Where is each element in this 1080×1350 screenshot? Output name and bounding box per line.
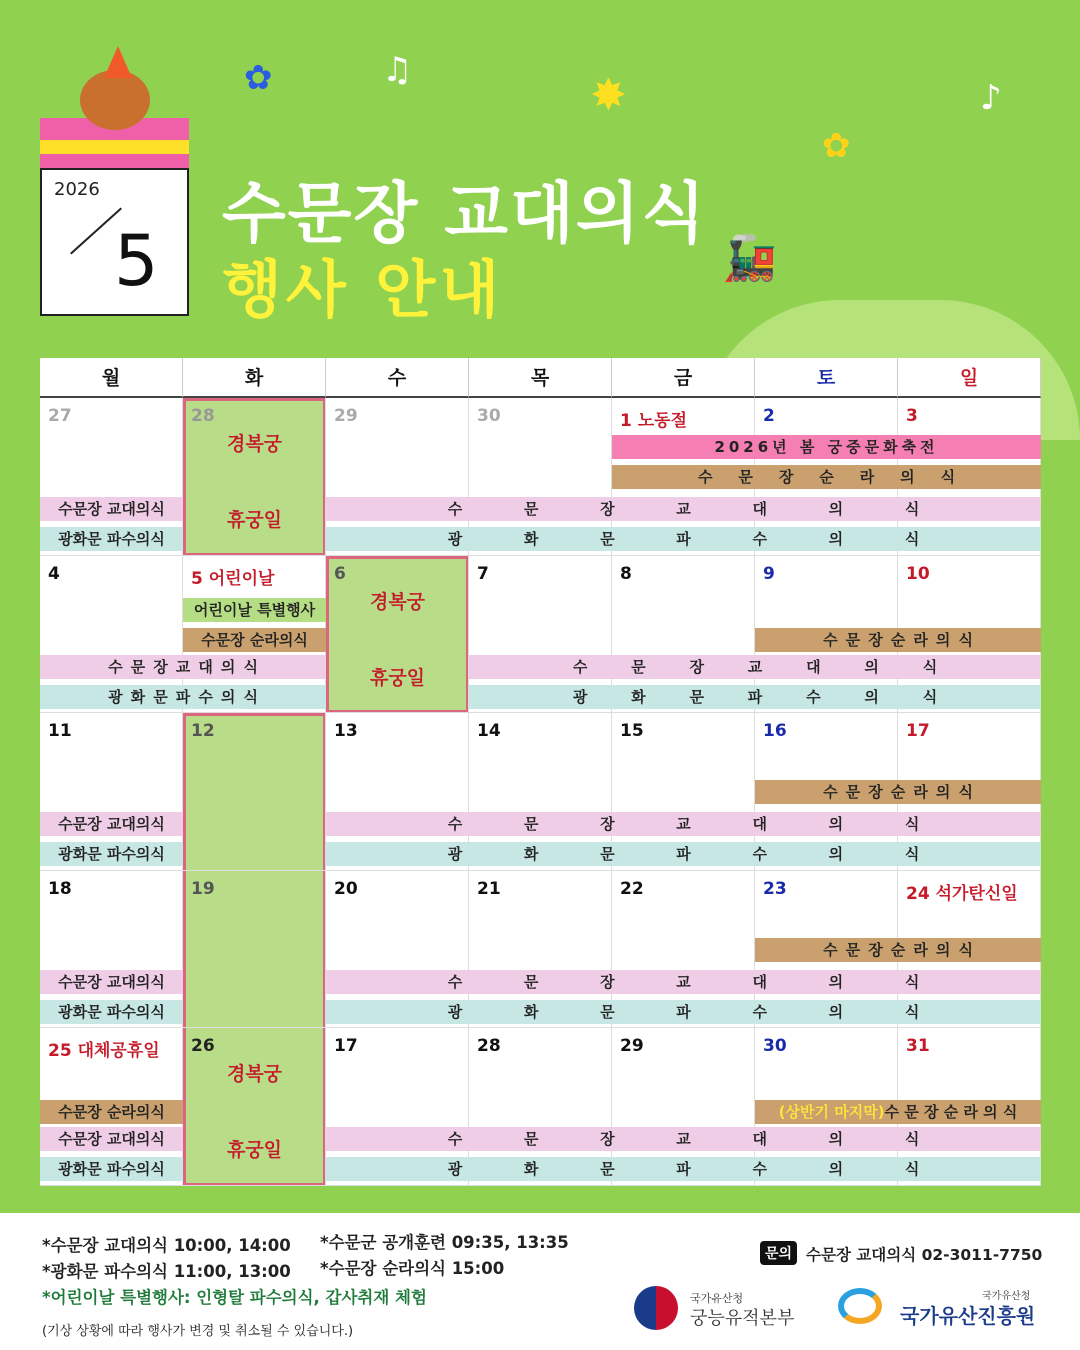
event-bar-cyan: 광화문 파수의식: [40, 842, 183, 866]
event-char: 문: [738, 468, 753, 486]
day-number: 1 노동절: [620, 411, 688, 431]
special-event-note: *어린이날 특별행사: 인형탈 파수의식, 갑사취재 체험: [42, 1288, 427, 1307]
day-number: 17: [906, 721, 930, 741]
event-char: 의: [935, 783, 951, 801]
event-char: 문: [153, 687, 168, 706]
event-char: 식: [243, 687, 258, 706]
day-number: 11: [48, 721, 72, 741]
event-char: 의: [864, 657, 879, 676]
day-number: 16: [763, 721, 787, 741]
day-number: 20: [334, 878, 358, 899]
flower-icon: ✿: [822, 126, 851, 166]
logo1: 궁능유적본부: [690, 1308, 795, 1329]
closure-place: 경복궁: [226, 1063, 283, 1085]
day-number: 18: [48, 878, 72, 899]
event-char: 수: [823, 630, 838, 649]
event-char: 파: [676, 1160, 691, 1178]
event-char: 수: [447, 815, 463, 833]
event-char: 식: [904, 1130, 920, 1148]
event-char: 라: [913, 630, 928, 649]
logo2-small: 국가유산청: [982, 1291, 1031, 1302]
event-char: 장: [868, 940, 883, 959]
event-char: 수: [752, 1160, 767, 1178]
event-bar-pink: 수문장 교대의식: [40, 497, 183, 521]
event-char: 대: [806, 657, 821, 676]
day-number: 3: [906, 406, 918, 426]
day-number: 8: [620, 563, 632, 584]
day-number: 2: [763, 406, 775, 426]
event-char: 화: [523, 1160, 539, 1178]
inquiry-badge: 문의: [760, 1241, 797, 1265]
event-char: 문: [631, 657, 646, 676]
closure-status: 휴궁일: [226, 1139, 283, 1161]
event-char: 문: [845, 630, 861, 649]
event-bar-tan: [755, 938, 1041, 962]
schedule-training: *수문군 공개훈련 09:35, 13:35: [320, 1233, 569, 1252]
day-number: 28: [477, 1036, 501, 1056]
event-char: 대: [752, 815, 767, 833]
event-char: 화: [523, 845, 539, 863]
event-label: 수 문 장 순 라 의 식: [884, 1103, 1018, 1121]
day-number: 28: [191, 406, 215, 426]
calendar: [40, 358, 1040, 1185]
event-char: 의: [828, 1002, 844, 1021]
year: 2026: [54, 179, 100, 200]
event-char: 수: [447, 972, 463, 991]
logo1-small: 국가유산청: [690, 1292, 744, 1305]
event-char: 순: [890, 940, 906, 959]
event-char: 문: [523, 1130, 539, 1148]
event-char: 문: [523, 972, 539, 991]
closure-status: 휴궁일: [369, 666, 426, 689]
event-char: 문: [689, 687, 704, 706]
event-char: 장: [600, 972, 615, 991]
event-char: 교: [676, 1130, 691, 1148]
closure-place: 경복궁: [226, 433, 283, 455]
event-char: 순: [819, 468, 834, 486]
event-char: 광: [447, 1002, 463, 1021]
day-number: 26: [191, 1036, 215, 1056]
event-char: 수: [823, 940, 838, 959]
government-emblem-icon: [634, 1286, 678, 1330]
day-number: 13: [334, 721, 358, 741]
event-char: 문: [600, 845, 615, 863]
day-number: 24 석가탄신일: [906, 883, 1018, 904]
event-char: 식: [243, 657, 258, 676]
star-icon: ✸: [590, 70, 627, 121]
heritage-foundation-logo-icon: [838, 1288, 882, 1324]
event-char: 식: [904, 500, 920, 518]
event-bar-tan: 수문장 순라의식: [40, 1100, 183, 1124]
event-char: 장: [153, 657, 168, 676]
event-char: 교: [676, 815, 691, 833]
event-char: 의: [828, 1160, 844, 1178]
event-char: 수: [572, 657, 588, 676]
day-number: 17: [334, 1036, 358, 1056]
event-char: 의: [828, 530, 844, 548]
event-char: 파: [676, 845, 691, 863]
event-char: 문: [523, 500, 539, 518]
day-number: 9: [763, 563, 775, 584]
music-note-icon: ♪: [980, 78, 1002, 118]
day-number: 22: [620, 878, 644, 899]
event-char: 파: [676, 1002, 691, 1021]
subtitle: 행사 안내: [222, 253, 504, 326]
schedule-changing: *수문장 교대의식 10:00, 14:00: [42, 1236, 291, 1255]
event-char: 식: [904, 815, 920, 833]
schedule-gate: *광화문 파수의식 11:00, 13:00: [42, 1262, 291, 1281]
event-char: 화: [631, 687, 646, 706]
event-bar-tan: [755, 1100, 1041, 1124]
event-char: 광: [447, 530, 463, 548]
event-bar-cyan: [326, 842, 1041, 866]
event-char: 식: [958, 630, 973, 649]
day-number: 27: [48, 406, 72, 426]
weather-note: (기상 상황에 따라 행사가 변경 및 취소될 수 있습니다.): [42, 1324, 354, 1339]
event-bar-tan: [755, 780, 1041, 804]
event-bar-tan: [612, 465, 1041, 489]
event-char: 교: [747, 657, 763, 676]
day-cell: [183, 871, 326, 1029]
event-bar-pink: [326, 812, 1041, 836]
event-char: 식: [958, 940, 973, 959]
event-bar-pink: [326, 970, 1041, 994]
event-char: 의: [828, 845, 844, 863]
event-char: 수: [108, 657, 123, 676]
event-char: 광: [108, 687, 123, 706]
event-char: 문: [523, 815, 539, 833]
day-number: 23: [763, 878, 787, 899]
event-bar-tan: [755, 628, 1041, 652]
event-char: 수: [806, 687, 821, 706]
event-char: 장: [689, 657, 704, 676]
event-bar-cyan: [469, 685, 1041, 709]
event-char: 수: [752, 845, 767, 863]
event-char: 교: [676, 972, 691, 991]
title: 수문장 교대의식: [222, 175, 708, 252]
day-cell: [183, 398, 326, 556]
day-number: 19: [191, 878, 215, 899]
event-char: 라: [913, 940, 928, 959]
event-char: 의: [828, 815, 844, 833]
event-char: 식: [904, 845, 920, 863]
event-char: 의: [220, 657, 236, 676]
event-bar-cyan: [326, 527, 1041, 551]
event-bar-green: 어린이날 특별행사: [183, 598, 326, 622]
event-char: 대: [752, 1130, 767, 1148]
music-note-icon: ♫: [382, 50, 413, 90]
event-char: 대: [198, 657, 213, 676]
event-char: 의: [828, 972, 844, 991]
event-char: 장: [778, 468, 794, 486]
event-char: 화: [523, 530, 539, 548]
schedule-patrol: *수문장 순라의식 15:00: [320, 1259, 505, 1278]
date-box: [40, 168, 189, 316]
event-char: 광: [572, 687, 588, 706]
weekday-header: 월: [40, 358, 183, 398]
day-number: 5 어린이날: [191, 568, 275, 589]
event-char: 장: [600, 500, 615, 518]
event-bar-fest: 2026년 봄 궁중문화축전: [612, 435, 1041, 459]
weekday-header: 화: [183, 358, 326, 398]
event-bar-pink: [40, 655, 326, 679]
event-char: 파: [175, 687, 191, 706]
closure-status: 휴궁일: [226, 509, 283, 531]
weekday-header: 수: [326, 358, 469, 398]
inquiry-phone: 수문장 교대의식 02-3011-7750: [806, 1246, 1043, 1264]
event-char: 화: [130, 687, 146, 706]
event-char: 문: [600, 1002, 615, 1021]
event-bar-pink: 수문장 교대의식: [40, 970, 183, 994]
event-char: 수: [447, 500, 463, 518]
day-number: 14: [477, 721, 501, 741]
event-char: 의: [900, 468, 915, 486]
event-char: 식: [904, 972, 920, 991]
event-char: 장: [600, 815, 615, 833]
event-char: 문: [130, 657, 146, 676]
day-number: 30: [763, 1036, 787, 1056]
day-number: 31: [906, 1036, 930, 1056]
event-bar-pink: 수문장 교대의식: [40, 1127, 183, 1151]
event-char: 순: [890, 630, 906, 649]
event-char: 의: [828, 500, 844, 518]
closure-place: 경복궁: [369, 590, 426, 613]
event-char: 광: [447, 845, 463, 863]
event-char: 교: [676, 500, 691, 518]
event-bar-cyan: [326, 1000, 1041, 1024]
event-char: 순: [890, 783, 906, 801]
party-hat-icon: [104, 46, 132, 78]
weekday-header: 목: [469, 358, 612, 398]
event-char: 식: [904, 530, 920, 548]
event-char: 수: [447, 1130, 463, 1148]
event-bar-cyan: [326, 1157, 1041, 1181]
event-char: 수: [752, 1002, 767, 1021]
event-char: 식: [904, 1160, 920, 1178]
event-char: 라: [913, 783, 928, 801]
event-char: 수: [697, 468, 713, 486]
event-char: 교: [175, 657, 191, 676]
event-char: 의: [828, 1130, 844, 1148]
logo2: 국가유산진흥원: [900, 1304, 1036, 1328]
event-bar-cyan: [40, 685, 326, 709]
event-char: 대: [752, 972, 767, 991]
event-char: 의: [935, 940, 951, 959]
event-char: 광: [447, 1160, 463, 1178]
day-cell: [326, 556, 469, 714]
event-char: 식: [922, 657, 938, 676]
event-char: 문: [845, 940, 861, 959]
event-char: 식: [922, 687, 938, 706]
day-number: 30: [477, 406, 501, 426]
event-char: 화: [523, 1002, 539, 1021]
event-char: 의: [864, 687, 879, 706]
event-bar-cyan: 광화문 파수의식: [40, 1157, 183, 1181]
day-number: 4: [48, 563, 60, 584]
weekday-header: 금: [612, 358, 755, 398]
event-char: 의: [220, 687, 236, 706]
weekday-header: 토: [755, 358, 898, 398]
event-char: 문: [845, 783, 861, 801]
event-char: 식: [904, 1002, 920, 1021]
event-char: 대: [752, 500, 767, 518]
event-char: 문: [600, 1160, 615, 1178]
event-char: 장: [868, 783, 883, 801]
day-number: 10: [906, 563, 930, 584]
day-number: 12: [191, 721, 215, 741]
day-number: 25 대체공휴일: [48, 1041, 160, 1061]
day-number: 29: [334, 406, 358, 426]
day-number: 6: [334, 563, 346, 584]
event-char: 식: [958, 783, 973, 801]
train-illustration: 🚂: [722, 233, 777, 284]
event-bar-pink: 수문장 교대의식: [40, 812, 183, 836]
event-prefix: (상반기 마지막): [778, 1103, 885, 1121]
day-cell: [183, 1028, 326, 1186]
month: 5: [114, 220, 159, 302]
day-number: 29: [620, 1036, 644, 1056]
event-char: 파: [676, 530, 691, 548]
event-char: 수: [823, 783, 838, 801]
day-number: 21: [477, 878, 501, 899]
event-bar-pink: [326, 497, 1041, 521]
day-number: 15: [620, 721, 644, 741]
flower-icon: ✿: [244, 58, 273, 98]
day-number: 7: [477, 563, 489, 584]
event-bar-pink: [326, 1127, 1041, 1151]
event-char: 장: [600, 1130, 615, 1148]
event-char: 의: [935, 630, 951, 649]
event-char: 문: [600, 530, 615, 548]
event-bar-pink: [469, 655, 1041, 679]
event-char: 수: [752, 530, 767, 548]
event-char: 장: [868, 630, 883, 649]
event-char: 수: [198, 687, 213, 706]
weekday-header: 일: [898, 358, 1041, 398]
event-char: 식: [940, 468, 956, 486]
event-char: 라: [859, 468, 875, 486]
event-bar-cyan: 광화문 파수의식: [40, 1000, 183, 1024]
event-char: 파: [747, 687, 763, 706]
day-cell: [183, 713, 326, 871]
bear-illustration: [80, 70, 150, 130]
event-bar-cyan: 광화문 파수의식: [40, 527, 183, 551]
event-bar-tan: 수문장 순라의식: [183, 628, 326, 652]
